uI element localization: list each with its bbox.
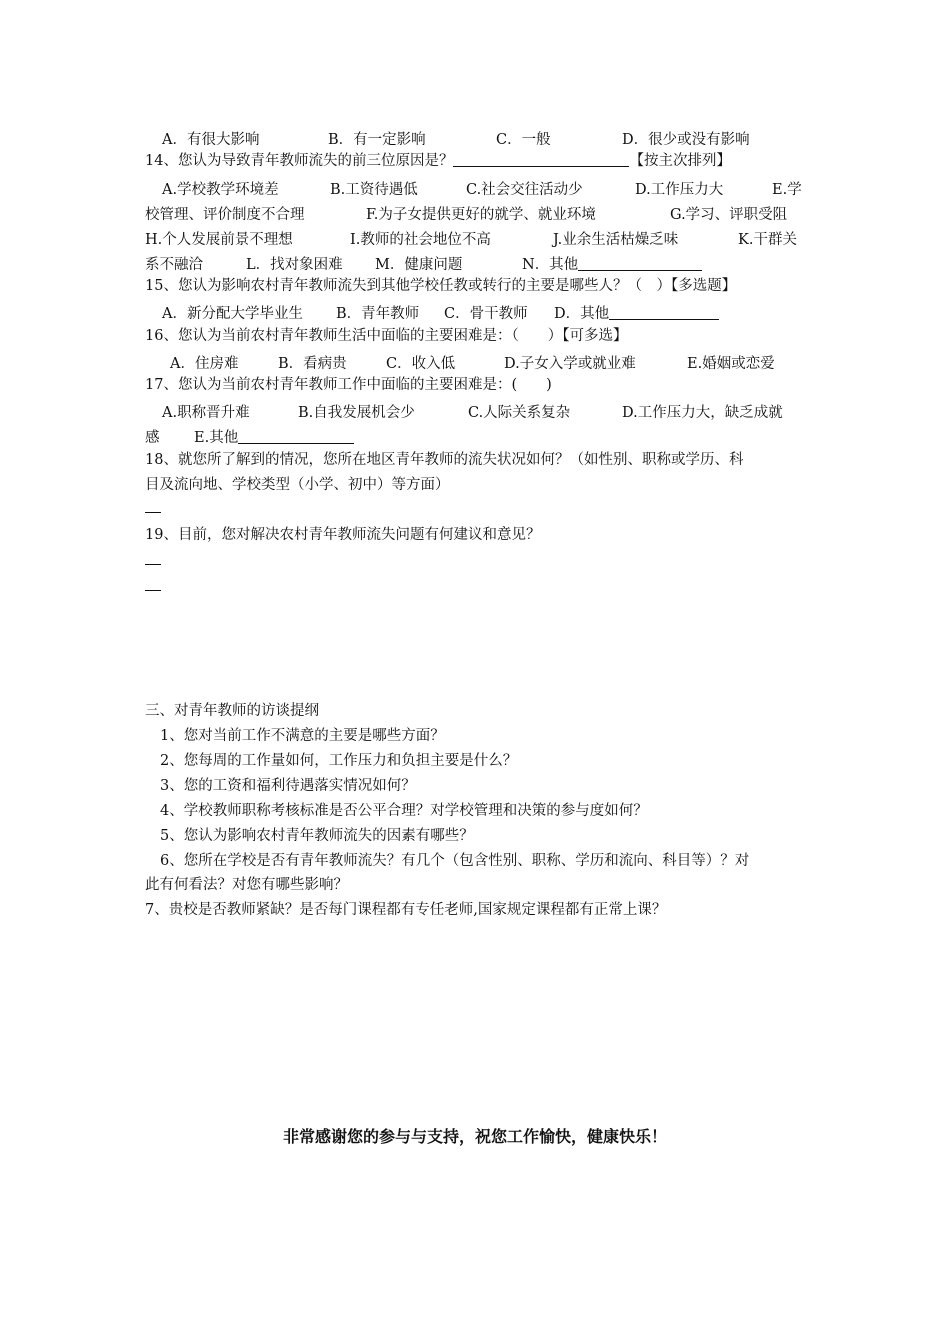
q14-option-b: B.工资待遇低	[330, 182, 418, 198]
q14-suffix: 【按主次排列】	[629, 153, 731, 169]
q15-stem: 15、您认为影响农村青年教师流失到其他学校任教或转行的主要是哪些人？（ ）【多选题】	[145, 278, 737, 294]
q15-option-b: B．青年教师	[336, 306, 420, 322]
q14-answer-blank[interactable]	[453, 152, 629, 167]
q15-option-c: C．骨干教师	[444, 306, 528, 322]
q14-option-k-end: 系不融洽	[145, 257, 203, 273]
q17-option-d-end: 感	[145, 430, 160, 446]
q13-option-d: D．很少或没有影响	[622, 132, 750, 148]
q15-option-d-label: D．其他	[554, 306, 610, 322]
q14-option-n	[522, 253, 702, 274]
q14-option-j: J.业余生活枯燥乏味	[553, 232, 679, 248]
q19-answer-dash-2	[145, 578, 161, 591]
q16-option-a: A．住房难	[170, 356, 239, 372]
q15-other-blank[interactable]	[609, 305, 719, 320]
q17-option-a: A.职称晋升难	[162, 405, 250, 421]
interview-item-1: 1、您对当前工作不满意的主要是哪些方面？	[160, 728, 445, 744]
interview-item-6: 6、您所在学校是否有青年教师流失？有几个（包含性别、职称、学历和流向、科目等）？对	[160, 853, 750, 869]
interview-item-2: 2、您每周的工作量如何，工作压力和负担主要是什么？	[160, 753, 518, 769]
q14-other-blank[interactable]	[578, 256, 702, 271]
interview-item-6-cont: 此有何看法？对您有哪些影响？	[145, 877, 348, 893]
q17-other-blank[interactable]	[238, 429, 354, 444]
q14-option-l: L．找对象困难	[246, 257, 343, 273]
q16-stem: 16、您认为当前农村青年教师生活中面临的主要困难是：（ ）【可多选】	[145, 328, 628, 344]
q17-stem: 17、您认为当前农村青年教师工作中面临的主要困难是：( )	[145, 377, 552, 393]
q14-option-g: G.学习、评职受阻	[670, 207, 788, 223]
q14-option-d: D.工作压力大	[635, 182, 724, 198]
q17-option-b: B.自我发展机会少	[298, 405, 415, 421]
q17-option-e	[194, 426, 354, 447]
q19-answer-line-1[interactable]	[145, 552, 815, 570]
closing-thanks: 非常感谢您的参与与支持，祝您工作愉快，健康快乐！	[282, 1127, 667, 1146]
interview-item-7: 7、贵校是否教师紧缺？是否每门课程都有专任老师,国家规定课程都有正常上课？	[145, 902, 667, 918]
q19-answer-dash-1	[145, 552, 161, 565]
q19-stem: 19、目前，您对解决农村青年教师流失问题有何建议和意见？	[145, 527, 541, 543]
q16-option-c: C．收入低	[386, 356, 456, 372]
q18-answer-dash	[145, 500, 161, 513]
q15-option-d	[554, 302, 719, 323]
q14-option-m: M．健康问题	[375, 257, 463, 273]
q18-stem-line1: 18、就您所了解到的情况，您所在地区青年教师的流失状况如何？（如性别、职称或学历、科	[145, 452, 744, 468]
q13-option-c: C．一般	[496, 132, 551, 148]
q14-stem-line	[145, 152, 815, 170]
q16-option-e: E.婚姻或恋爱	[687, 356, 775, 372]
q17-option-c: C.人际关系复杂	[468, 405, 571, 421]
q14-option-k-start: K.干群关	[738, 232, 797, 248]
q17-option-d-start: D.工作压力大，缺乏成就	[622, 405, 783, 421]
q14-option-h: H.个人发展前景不理想	[145, 232, 293, 248]
q14-option-f: F.为子女提供更好的就学、就业环境	[366, 207, 596, 223]
q18-answer-line[interactable]	[145, 500, 815, 518]
q14-option-i: I.教师的社会地位不高	[350, 232, 491, 248]
q14-option-e-start: E.学	[772, 182, 802, 198]
q16-option-d: D.子女入学或就业难	[504, 356, 636, 372]
q14-stem: 14、您认为导致青年教师流失的前三位原因是？	[145, 153, 454, 169]
q17-option-e-label: E.其他	[194, 430, 239, 446]
q13-option-a: A．有很大影响	[162, 132, 260, 148]
q14-option-a: A.学校教学环境差	[162, 182, 279, 198]
q19-answer-line-2[interactable]	[145, 578, 815, 596]
section3-title: 三、对青年教师的访谈提纲	[145, 703, 319, 719]
q14-option-c: C.社会交往活动少	[466, 182, 583, 198]
q14-option-n-label: N．其他	[522, 257, 579, 273]
q13-option-b: B．有一定影响	[328, 132, 426, 148]
interview-item-3: 3、您的工资和福利待遇落实情况如何？	[160, 778, 416, 794]
q16-option-b: B．看病贵	[278, 356, 347, 372]
q15-option-a: A．新分配大学毕业生	[162, 306, 303, 322]
interview-item-4: 4、学校教师职称考核标准是否公平合理？对学校管理和决策的参与度如何？	[160, 803, 648, 819]
interview-item-5: 5、您认为影响农村青年教师流失的因素有哪些？	[160, 828, 474, 844]
q18-stem-line2: 目及流向地、学校类型（小学、初中）等方面）	[145, 477, 450, 493]
q14-option-e-end: 校管理、评价制度不合理	[145, 207, 305, 223]
